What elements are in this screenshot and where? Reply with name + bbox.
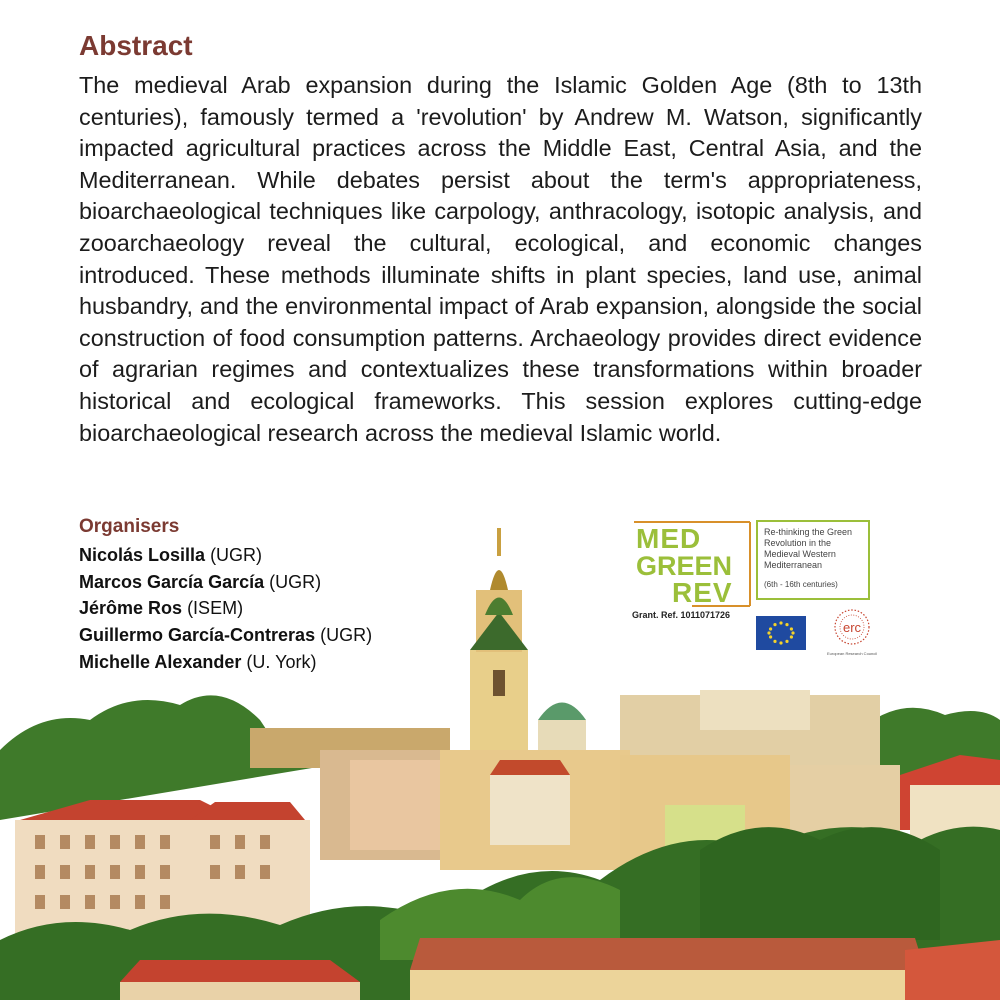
organiser-affiliation: (UGR): [269, 571, 322, 592]
erc-logo: [824, 608, 880, 658]
organiser-name: Guillermo García-Contreras: [79, 625, 316, 646]
logo-line-green: GREEN: [636, 551, 733, 581]
organiser-name: Michelle Alexander: [79, 651, 242, 672]
organisers-heading: Organisers: [79, 516, 180, 537]
logo-tagline-box: [756, 520, 870, 600]
erc-subtitle: European Research Council: [826, 651, 878, 656]
organiser-name: Jérôme Ros: [79, 598, 183, 619]
abstract-body: The medieval Arab expansion during the Islamic Golden Age (8th to 13th centuries), famously termed a 'revolution' by Andrew M. Watson, significantly impacted agricultural practices across the Middle East, Central Asia, and the Mediterranean. While debates persist about the term's appropriateness, bioarchaeological techniques like carpology, anthracology, isotopic analysis, and zooarchaeology reveal the cultural, ecological, and economic changes introduced. These methods illuminate shifts in plant species, land use, animal husbandry, and the environmental impact of Arab expansion, alongside the social construction of food consumption patterns. Archaeology provides direct evidence of agrarian regimes and contextualizes these transformations within broader historical and ecological frameworks. This session explores cutting-edge bioarchaeological research across the medieval Islamic world.: [79, 72, 922, 446]
grant-reference: Grant. Ref. 1011071726: [632, 610, 731, 620]
logo-dates: (6th - 16th centuries): [764, 580, 838, 589]
medgreenrev-wordmark: [632, 520, 752, 610]
project-logo-block: [628, 518, 880, 660]
organiser-affiliation: (UGR): [210, 545, 263, 565]
organiser-affiliation: (ISEM): [187, 598, 244, 619]
abstract-heading: Abstract: [79, 30, 193, 61]
medgreenrev-logo: [632, 520, 752, 610]
organiser-name: Nicolás Losilla: [79, 545, 206, 565]
organiser-affiliation: (U. York): [246, 651, 317, 672]
erc-emblem-icon: [824, 608, 880, 646]
logo-tagline: Re-thinking the Green Revolution in the Medieval Western Mediterranean: [764, 527, 853, 570]
organiser-name: Marcos García García: [79, 571, 265, 592]
logo-line-rev: REV: [672, 577, 733, 608]
logo-line-med: MED: [636, 523, 702, 554]
eu-flag-icon: [756, 616, 806, 650]
erc-wordmark: erc: [842, 620, 862, 635]
organiser-affiliation: (UGR): [320, 625, 373, 646]
